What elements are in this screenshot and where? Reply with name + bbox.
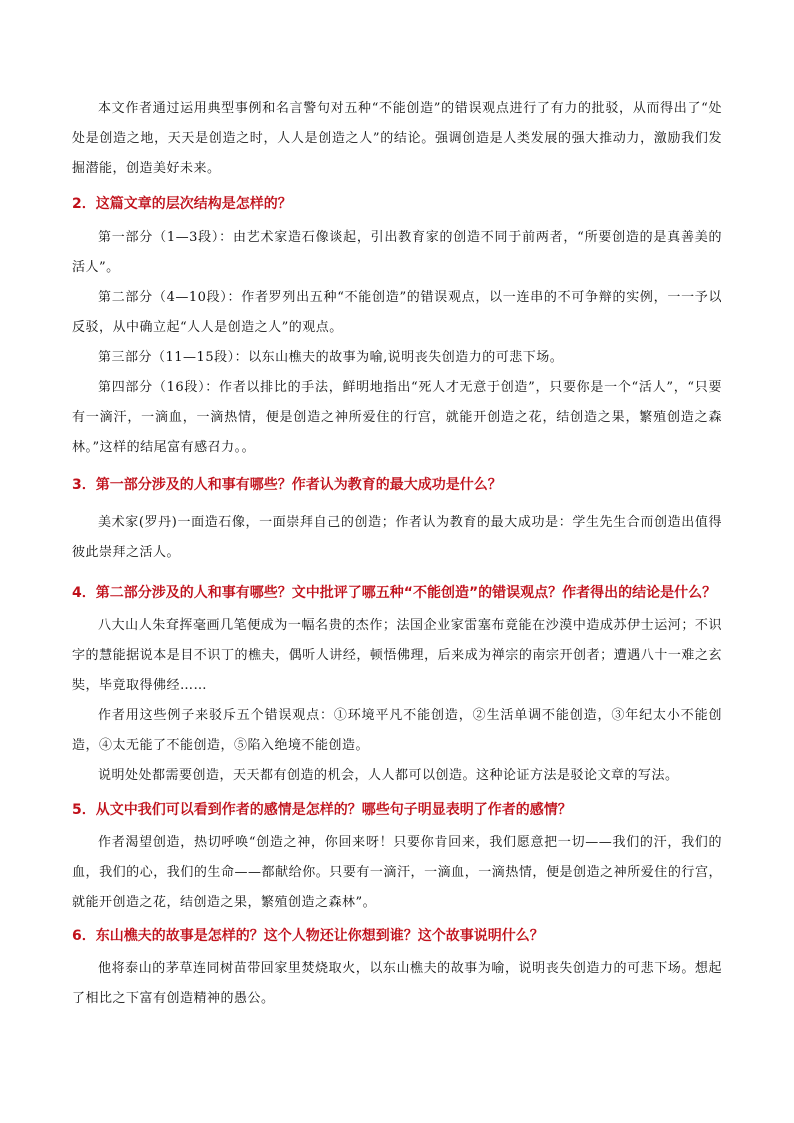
answer-2-paragraph-2: 第二部分（4—10段）：作者罗列出五种“不能创造”的错误观点，以一连串的不可争辩的实例，一一予以反驳，从中确立起“人人是创造之人”的观点。 — [72, 290, 722, 335]
answer-4-paragraph-1: 八大山人朱耷挥毫画几笔便成为一幅名贵的杰作；法国企业家雷塞布竟能在沙漠中造成苏伊士运河；不识字的慧能据说本是目不识丁的樵夫，偶听人讲经，顿悟佛理，后来成为禅宗的南宗开创者；遭遇八十一难之玄奘，毕竟取得佛经…… — [72, 618, 722, 693]
answer-4-paragraph-2: 作者用这些例子来驳斥五个错误观点：①环境平凡不能创造，②生活单调不能创造，③年纪太小不能创造，④太无能了不能创造，⑤陷入绝境不能创造。 — [72, 708, 722, 753]
intro-section — [72, 94, 722, 184]
answer-2-paragraph-3: 第三部分（11—15段）：以东山樵夫的故事为喻,说明丧失创造力的可悲下场。 — [98, 350, 564, 365]
question-4-heading: 4．第二部分涉及的人和事有哪些？文中批评了哪五种“不能创造”的错误观点？作者得出的结论是什么？ — [72, 585, 717, 601]
question-6-heading: 6．东山樵夫的故事是怎样的？这个人物还让你想到谁？这个故事说明什么？ — [72, 928, 544, 944]
answer-5-section — [72, 828, 722, 918]
answer-2-paragraph-1: 第一部分（1—3段）：由艺术家造石像谈起，引出教育家的创造不同于前两者，“所要创造的是真善美的活人”。 — [72, 230, 722, 275]
question-5-heading: 5．从文中我们可以看到作者的感情是怎样的？哪些句子明显表明了作者的感情？ — [72, 802, 572, 818]
answer-3-section — [72, 508, 722, 568]
answer-5-paragraph: 作者渴望创造，热切呼唤“创造之神，你回来呀！只要你肯回来，我们愿意把一切——我们的汗，我们的血，我们的心，我们的生命——都献给你。只要有一滴汗，一滴血，一滴热情，便是创造之神所爱住的行宫，就能开创造之花，结创造之果，繁殖创造之森林”。 — [72, 835, 722, 910]
intro-paragraph: 本文作者通过运用典型事例和名言警句对五种“不能创造”的错误观点进行了有力的批驳，从而得出了“处处是创造之地，天天是创造之时，人人是创造之人”的结论。强调创造是人类发展的强大推动力，激励我们发掘潜能，创造美好未来。 — [72, 101, 722, 176]
answer-2-section — [72, 223, 722, 463]
answer-6-section — [72, 954, 722, 1014]
answer-3-paragraph: 美术家(罗丹)一面造石像，一面崇拜自己的创造；作者认为教育的最大成功是：学生先生合而创造出值得彼此崇拜之活人。 — [72, 515, 722, 560]
answer-4-section — [72, 611, 722, 791]
answer-2-paragraph-4: 第四部分（16段）：作者以排比的手法，鲜明地指出“死人才无意于创造”，只要你是一个“活人”，“只要有一滴汗，一滴血，一滴热情，便是创造之神所爱住的行宫，就能开创造之花，结创造之果，繁殖创造之森林。”这样的结尾富有感召力。。 — [72, 380, 722, 455]
answer-4-paragraph-3: 说明处处都需要创造，天天都有创造的机会，人人都可以创造。这种论证方法是驳论文章的写法。 — [98, 768, 679, 783]
answer-6-paragraph: 他将泰山的茅草连同树苗带回家里焚烧取火，以东山樵夫的故事为喻，说明丧失创造力的可悲下场。想起了相比之下富有创造精神的愚公。 — [72, 961, 722, 1006]
question-3-heading: 3．第一部分涉及的人和事有哪些？作者认为教育的最大成功是什么？ — [72, 477, 502, 493]
question-2-heading: 2．这篇文章的层次结构是怎样的？ — [72, 196, 292, 212]
